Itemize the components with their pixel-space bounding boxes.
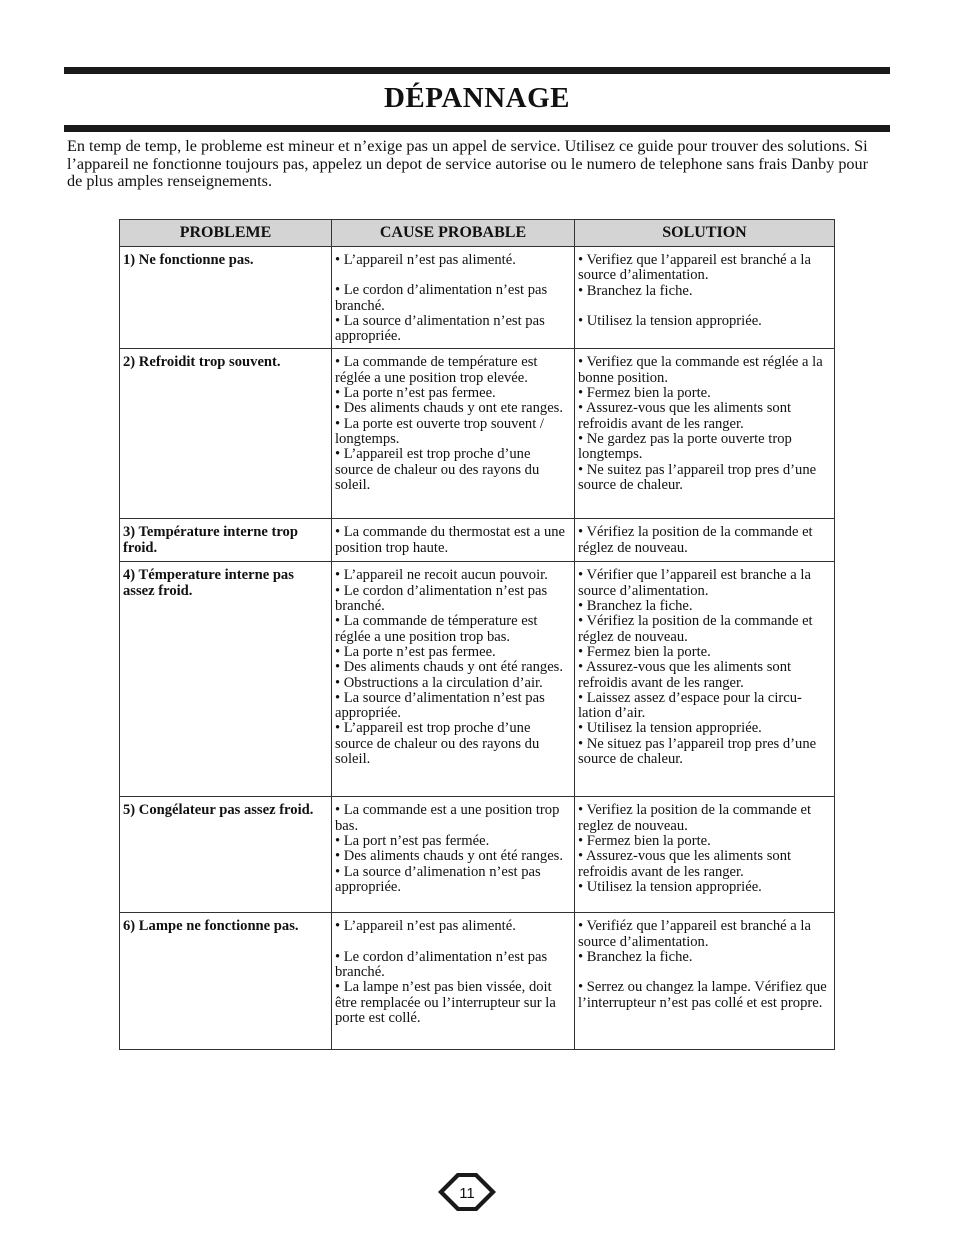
page-number: 11 (459, 1185, 475, 1202)
problem-cell: 3) Température interne trop froid. (120, 519, 332, 562)
spacer (335, 268, 571, 283)
spacer (578, 299, 831, 314)
solution-item: • Ne situez pas l’appareil trop pres d’une source de chaleur. (578, 735, 817, 768)
table-header-row (120, 220, 835, 247)
cause-item: • La porte n’est pas fermee. (335, 385, 496, 402)
problem-cell: 2) Refroidit trop souvent. (120, 349, 332, 519)
page-number-badge (437, 1172, 497, 1212)
solution-item: • Vérifiez la position de la commande et réglez de nouveau. (578, 613, 813, 645)
cause-item: • La commande de température est réglée a une position trop elevée. (335, 354, 538, 386)
table-row (120, 562, 835, 797)
table-row (120, 247, 835, 349)
solution-item: • Vérifiez la position de la commande et réglez de nouveau. (578, 524, 813, 556)
problem-cell: 5) Congélateur pas assez froid. (120, 797, 332, 913)
solution-cell (575, 562, 835, 797)
solution-item: • Ne suitez pas l’appareil trop pres d’une source de chaleur. (578, 461, 817, 493)
solution-item: • Verifiez que la commande est réglée a la bonne position. (578, 354, 823, 386)
solution-item: • Fermez bien la porte. (578, 643, 711, 660)
solution-item: • Branchez la fiche. (578, 282, 693, 299)
header-cause: CAUSE PROBABLE (332, 220, 575, 247)
solution-item: • Utilisez la tension appropriée. (578, 720, 762, 737)
cause-item: • La source d’alimentation n’est pas appropriée. (335, 312, 545, 345)
cause-cell (332, 247, 575, 349)
problem-cell: 1) Ne fonctionne pas. (120, 247, 332, 349)
cause-cell (332, 519, 575, 562)
solution-item: • Utilisez la tension appropriée. (578, 312, 762, 329)
table-row (120, 797, 835, 913)
cause-item: • L’appareil ne recoit aucun pouvoir. (335, 567, 548, 584)
table-row (120, 349, 835, 519)
cause-item: • La commande de témperature est réglée a une position trop bas. (335, 613, 538, 645)
top-rule (64, 67, 890, 74)
cause-item: • La commande du thermostat est a une position trop haute. (335, 524, 566, 556)
solution-item: • Ne gardez pas la porte ouverte trop longtemps. (578, 430, 792, 463)
solution-item: • Verifiéz que l’appareil est branché a la source d’alimentation. (578, 918, 811, 950)
cause-item: • La commande est a une position trop bas. (335, 802, 560, 834)
spacer (578, 965, 831, 980)
cause-item: • Des aliments chauds y ont été ranges. (335, 659, 564, 676)
solution-cell (575, 349, 835, 519)
cause-item: • La lampe n’est pas bien vissée, doit être remplacée ou l’interrupteur sur la porte est collé. (335, 979, 556, 1026)
solution-cell (575, 797, 835, 913)
intro-paragraph: En temp de temp, le probleme est mineur et n’exige pas un appel de service. Utilisez ce guide pour trouver des solutions. Si l’appareil ne fonctionne toujours pas, appelez un depot de service autorise ou le numero de telephone sans frais Danby pour de plus amples renseignements. (67, 137, 869, 190)
cause-item: • Des aliments chauds y ont été ranges. (335, 848, 564, 865)
problem-cell: 6) Lampe ne fonctionne pas. (120, 913, 332, 1050)
cause-item: • L’appareil est trop proche d’une source de chaleur ou des rayons du soleil. (335, 446, 540, 493)
solution-item: • Verifiez que l’appareil est branché a la source d’alimentation. (578, 252, 811, 284)
cause-item: • La port n’est pas fermée. (335, 833, 490, 850)
cause-item: • La porte est ouverte trop souvent / longtemps. (335, 415, 544, 447)
solution-item: • Assurez-vous que les aliments sont refroidis avant de les ranger. (578, 400, 792, 432)
table-row (120, 913, 835, 1050)
solution-item: • Utilisez la tension appropriée. (578, 878, 762, 895)
solution-item: • Fermez bien la porte. (578, 385, 711, 402)
header-solution: SOLUTION (575, 220, 835, 247)
problem-cell: 4) Témperature interne pas assez froid. (120, 562, 332, 797)
cause-cell (332, 349, 575, 519)
cause-item: • Le cordon d’alimentation n’est pas branché. (335, 948, 548, 981)
solution-item: • Branchez la fiche. (578, 598, 693, 615)
solution-cell (575, 247, 835, 349)
troubleshooting-table (119, 219, 835, 1050)
header-problem: PROBLEME (120, 220, 332, 247)
solution-item: • Assurez-vous que les aliments sont refroidis avant de les ranger. (578, 848, 792, 880)
spacer (335, 935, 571, 950)
solution-item: • Fermez bien la porte. (578, 833, 711, 850)
cause-item: • La source d’alimenation n’est pas appropriée. (335, 863, 541, 895)
solution-item: • Branchez la fiche. (578, 949, 693, 966)
cause-item: • La source d’alimentation n’est pas appropriée. (335, 689, 545, 722)
cause-item: • Le cordon d’alimentation n’est pas branché. (335, 582, 548, 615)
cause-cell (332, 913, 575, 1050)
solution-item: • Laissez assez d’espace pour la circu-lation d’air. (578, 689, 802, 722)
solution-item: • Verifiez la position de la commande et reglez de nouveau. (578, 802, 811, 834)
table-row (120, 519, 835, 562)
solution-cell (575, 913, 835, 1050)
cause-cell (332, 797, 575, 913)
cause-item: • Obstructions a la circulation d’air. (335, 674, 543, 691)
cause-item: • L’appareil est trop proche d’une source de chaleur ou des rayons du soleil. (335, 720, 540, 768)
solution-item: • Vérifier que l’appareil est branche a la source d’alimentation. (578, 567, 811, 599)
solution-item: • Serrez ou changez la lampe. Vérifiez que l’interrupteur n’est pas collé et est propre. (578, 979, 827, 1011)
solution-cell (575, 519, 835, 562)
page-title: DÉPANNAGE (383, 82, 571, 114)
cause-item: • La porte n’est pas fermee. (335, 643, 496, 660)
cause-item: • L’appareil n’est pas alimenté. (335, 252, 516, 268)
cause-cell (332, 562, 575, 797)
cause-item: • Le cordon d’alimentation n’est pas branché. (335, 282, 548, 314)
solution-item: • Assurez-vous que les aliments sont refroidis avant de les ranger. (578, 659, 792, 691)
title-underline-rule (64, 125, 890, 132)
cause-item: • L’appareil n’est pas alimenté. (335, 918, 516, 935)
cause-item: • Des aliments chauds y ont ete ranges. (335, 400, 564, 417)
